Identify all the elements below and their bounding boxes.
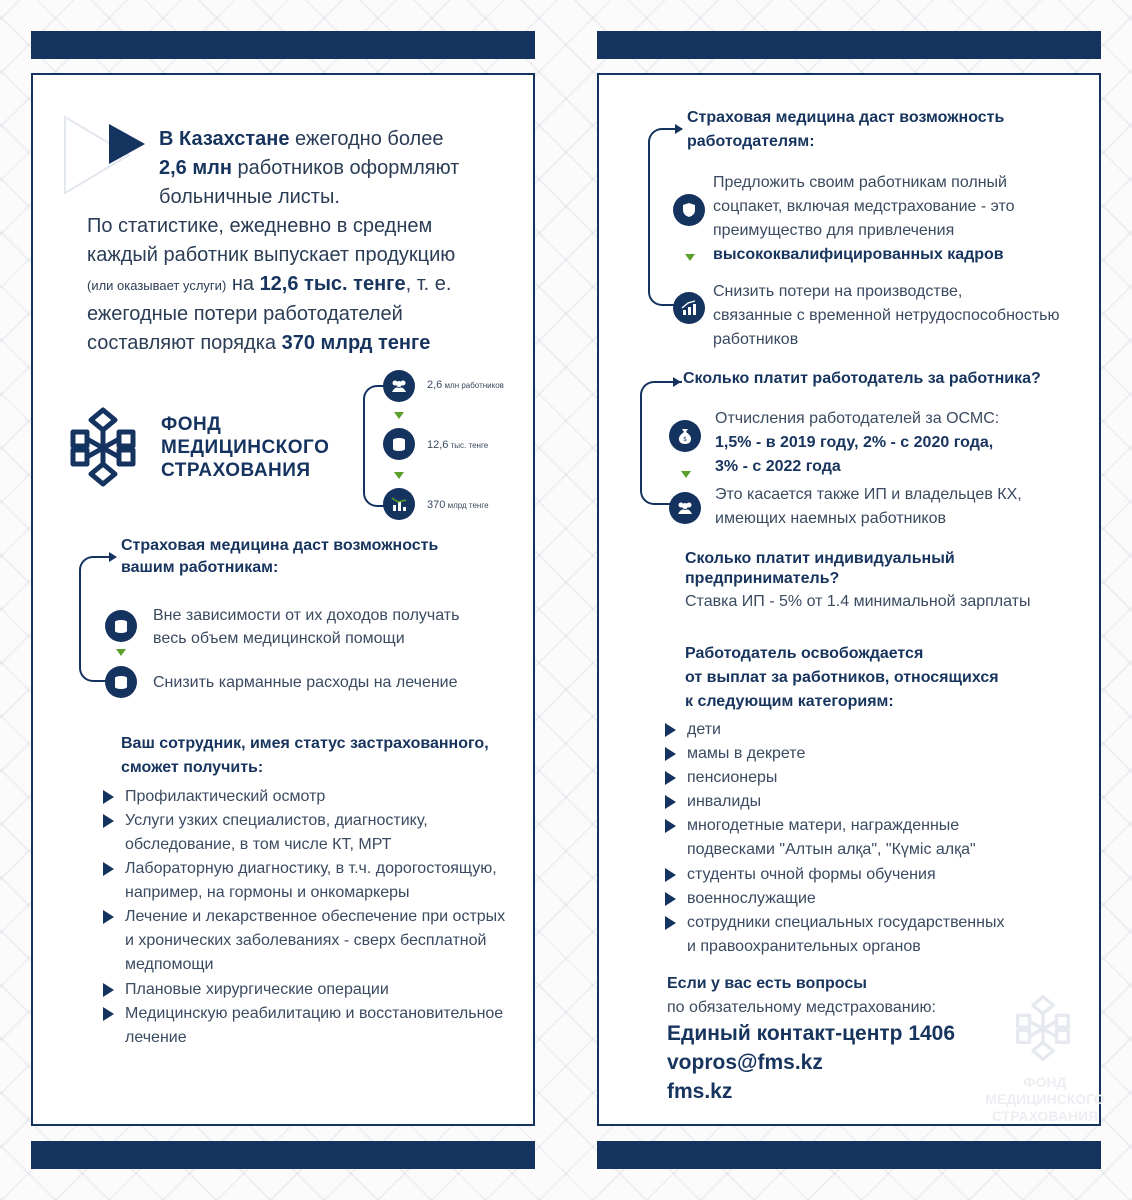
employees-item-2: Снизить карманные расходы на лечение bbox=[153, 674, 458, 691]
loss-chart-icon bbox=[383, 488, 415, 520]
pay-item-2: Это касается также ИП и владельцев КХ, имеющих наемных работников bbox=[715, 486, 1022, 527]
exempt-heading: Работодатель освобождается от выплат за работников, относящихся к следующим категориям: bbox=[685, 645, 999, 710]
coins-icon bbox=[383, 428, 415, 460]
left-panel bbox=[31, 73, 535, 1126]
watermark-text: ФОНД МЕДИЦИНСКОГО СТРАХОВАНИЯ bbox=[985, 1074, 1105, 1124]
list-item: сотрудники специальных государственных и правоохранительных органов bbox=[665, 911, 1085, 959]
list-item: военнослужащие bbox=[665, 887, 1085, 911]
list-item: Лабораторную диагностику, в т.ч. дорогостоящую, например, на гормоны и онкомаркеры bbox=[103, 857, 523, 905]
left-bottom-bar bbox=[31, 1141, 535, 1169]
arrow-right-icon bbox=[675, 124, 683, 134]
chevron-down-icon bbox=[685, 254, 695, 261]
fms-logo-text: ФОНД МЕДИЦИНСКОГО СТРАХОВАНИЯ bbox=[161, 414, 330, 481]
list-item: многодетные матери, награжденные подвесками "Алтын алқа", "Күміс алқа" bbox=[665, 814, 1085, 862]
money-bag-icon bbox=[669, 420, 701, 452]
questions-text: Если у вас есть вопросы по обязательному медстрахованию: bbox=[667, 975, 936, 1016]
right-panel bbox=[597, 73, 1101, 1126]
chevron-down-icon bbox=[116, 649, 126, 656]
list-item: Плановые хирургические операции bbox=[103, 978, 523, 1002]
site-link[interactable]: fms.kz bbox=[667, 1080, 733, 1103]
stat-workers: 2,6 млн работников bbox=[427, 379, 504, 391]
shield-icon bbox=[673, 194, 705, 226]
chevron-down-icon bbox=[681, 471, 691, 478]
people-icon bbox=[669, 492, 701, 524]
growth-chart-icon bbox=[673, 292, 705, 324]
employees-heading: Страховая медицина даст возможность вашим работникам: bbox=[121, 537, 439, 576]
stat-losses: 370 млрд тенге bbox=[427, 499, 489, 511]
arrow-right-icon bbox=[109, 552, 117, 562]
coins-icon bbox=[105, 610, 137, 642]
contact-center: Единый контакт-центр 1406 bbox=[667, 1022, 956, 1045]
fms-logo-icon bbox=[63, 402, 143, 492]
list-item: пенсионеры bbox=[665, 766, 1085, 790]
list-item: Лечение и лекарственное обеспечение при острых и хронических заболеваниях - сверх бесплатной медпомощи bbox=[103, 905, 523, 977]
arrow-right-icon bbox=[673, 377, 681, 387]
ip-text: Ставка ИП - 5% от 1.4 минимальной зарплаты bbox=[685, 593, 1031, 610]
list-item: студенты очной формы обучения bbox=[665, 863, 1085, 887]
list-item: инвалиды bbox=[665, 790, 1085, 814]
employers-item-2: Снизить потери на производстве, связанные с временной нетрудоспособностью работников bbox=[713, 283, 1060, 348]
pay-item-1: Отчисления работодателей за ОСМС: 1,5% - в 2019 году, 2% - с 2020 года, 3% - с 2022 года bbox=[715, 410, 1000, 475]
list-item: Услуги узких специалистов, диагностику, обследование, в том числе КТ, МРТ bbox=[103, 809, 523, 857]
stats-bracket bbox=[363, 385, 385, 507]
ip-heading: Сколько платит индивидуальный предприниматель? bbox=[685, 550, 955, 587]
list-item: Профилактический осмотр bbox=[103, 785, 523, 809]
insured-heading: Ваш сотрудник, имея статус застрахованного, сможет получить: bbox=[121, 735, 489, 776]
right-top-bar bbox=[597, 31, 1101, 59]
employers-item-1: Предложить своим работникам полный соцпакет, включая медстрахование - это преимущество для привлечения высококвалифицированных кадров bbox=[713, 174, 1015, 263]
left-top-bar bbox=[31, 31, 535, 59]
workers-icon bbox=[383, 370, 415, 402]
employers-heading: Страховая медицина даст возможность работодателям: bbox=[687, 109, 1005, 150]
chevron-down-icon bbox=[394, 472, 404, 479]
email-link[interactable]: vopros@fms.kz bbox=[667, 1051, 823, 1074]
coins-icon bbox=[105, 666, 137, 698]
intro-text: В Казахстане ежегодно более 2,6 млн работников оформляют больничные листы. По статистике, ежедневно в среднем каждый работник выпускает продукцию (или оказывает услуги) на 12,6 тыс. тенге, т. е. ежегодные потери работодателей составляют порядка 370 млрд тенге bbox=[87, 128, 460, 354]
svg-text:$: $ bbox=[683, 436, 687, 443]
list-item: мамы в декрете bbox=[665, 742, 1085, 766]
chevron-down-icon bbox=[394, 412, 404, 419]
stat-tenge: 12,6 тыс. тенге bbox=[427, 439, 489, 451]
watermark-logo-icon bbox=[1008, 990, 1078, 1066]
list-item: дети bbox=[665, 718, 1085, 742]
employees-item-1: Вне зависимости от их доходов получать весь объем медицинской помощи bbox=[153, 607, 460, 647]
right-bottom-bar bbox=[597, 1141, 1101, 1169]
list-item: Медицинскую реабилитацию и восстановительное лечение bbox=[103, 1002, 523, 1050]
pay-heading: Сколько платит работодатель за работника? bbox=[683, 370, 1041, 387]
